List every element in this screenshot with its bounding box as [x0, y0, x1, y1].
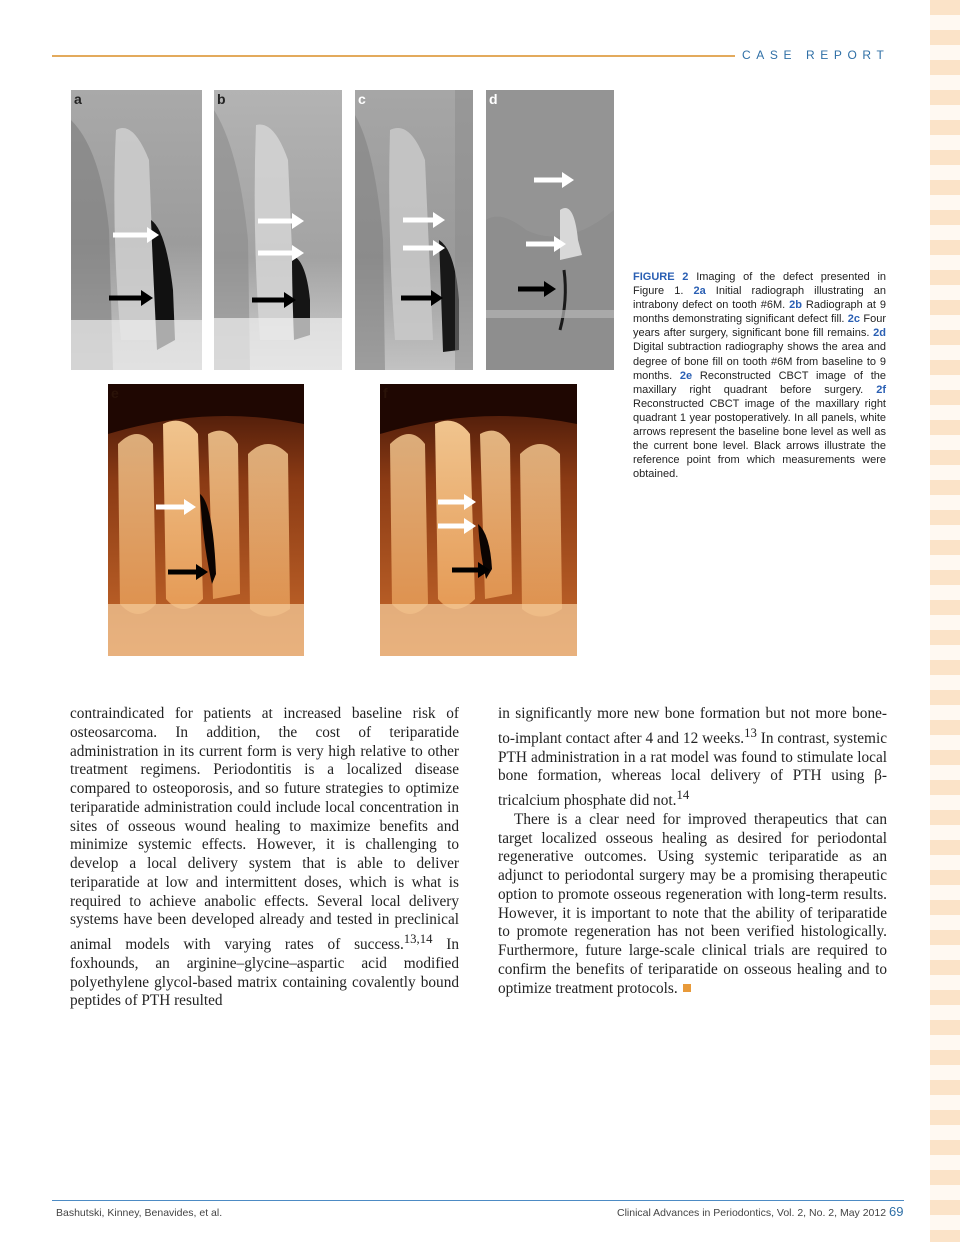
figure-panel-c — [355, 90, 473, 370]
paragraph-text: in significantly more new bone formation but not more bone-to-implant contact after 4 and 12 weeks. — [498, 705, 887, 747]
caption-text-2b: Radiograph at 9 months demonstrating significant defect fill. — [633, 299, 886, 326]
caption-ref-2c: 2c — [847, 313, 861, 326]
footer-journal: Clinical Advances in Periodontics, Vol. 2, No. 2, May 2012 — [617, 1207, 887, 1219]
footer-rule — [52, 1200, 904, 1201]
caption-text-2f: Reconstructed CBCT image of the maxillary right quadrant 1 year postoperatively. In all panels, white arrows represent the baseline bone level as well as the current bone level. Black arrows illustrate the reference point from which measurements were obtained. — [633, 397, 886, 481]
radiograph-image — [214, 90, 342, 370]
figure-label: FIGURE 2 — [633, 271, 689, 283]
paragraph — [70, 705, 459, 1011]
caption-text-2d: Digital subtraction radiography shows the area and degree of bone fill on tooth #6M from baseline to 9 months. — [633, 341, 886, 382]
figure-caption — [633, 270, 886, 481]
paragraph-text: In foxhounds, an arginine–glycine–aspartic acid modified polyethylene glycol-based matrix containing covalently bound peptides of PTH resulted — [70, 936, 459, 1010]
caption-ref-2a: 2a — [693, 285, 706, 298]
panel-label: d — [489, 91, 498, 107]
body-column-left — [70, 705, 459, 1011]
section-label: CASE REPORT — [742, 48, 890, 62]
panel-label: f — [383, 385, 388, 401]
paragraph-text: There is a clear need for improved therapeutics that can target localized osseous healing as desired for periodontal regenerative outcomes. Using systemic teriparatide as an adjunct to periodontal surgery may be a promising therapeutic option to promote osseous regeneration with long-term results. However, it is important to note that the ability of teriparatide to promote regeneration has not been verified histologically. Furthermore, future large-scale clinical trials are required to confirm the benefits of teriparatide on osseous healing and to optimize treatment protocols. — [498, 810, 887, 997]
header-rule — [52, 55, 735, 57]
radiograph-image — [71, 90, 202, 370]
body-column-right — [498, 705, 887, 998]
cbct-image — [108, 384, 304, 656]
citation: 13,14 — [403, 932, 433, 946]
subtraction-radiograph-image — [486, 90, 614, 370]
panel-label: c — [358, 91, 366, 107]
footer-authors: Bashutski, Kinney, Benavides, et al. — [56, 1207, 223, 1219]
paragraph — [498, 811, 887, 999]
panel-label: e — [111, 385, 119, 401]
caption-text-2a: Initial radiograph illustrating an intrabony defect on tooth #6M. — [633, 285, 886, 312]
radiograph-image — [355, 90, 473, 370]
figure-panel-b — [214, 90, 342, 370]
caption-ref-2d: 2d — [873, 327, 887, 340]
caption-text-2c: Four years after surgery, significant bone fill remains. — [633, 313, 887, 340]
figure-panel-a — [71, 90, 202, 370]
page-number: 69 — [889, 1204, 904, 1219]
paragraph — [498, 705, 887, 811]
caption-ref-2e: 2e — [679, 369, 693, 382]
caption-ref-2b: 2b — [789, 299, 802, 312]
end-of-article-mark — [683, 984, 691, 992]
decorative-edge-strip — [930, 0, 960, 1242]
figure-panel-f — [380, 384, 577, 656]
paragraph-text: In contrast, systemic PTH administration in a rat model was found to stimulate local bone formation, whereas local delivery of PTH using β-tricalcium phosphate did not. — [498, 729, 887, 810]
figure-panel-e — [108, 384, 304, 656]
cbct-image — [380, 384, 577, 656]
panel-label: b — [217, 91, 226, 107]
caption-text-2e: Reconstructed CBCT image of the maxillary right quadrant before surgery. — [633, 369, 886, 396]
citation: 14 — [676, 788, 690, 803]
panel-label: a — [74, 91, 82, 107]
figure-panel-d — [486, 90, 614, 370]
caption-ref-2f: 2f — [876, 383, 886, 396]
citation: 13 — [744, 725, 757, 740]
paragraph-text: contraindicated for patients at increased baseline risk of osteosarcoma. In addition, the cost of teriparatide administration in its current form is very high relative to other treatment regimens. Periodontitis is a localized disease compared to osteoporosis, and so future strategies to optimize teriparatide administration could include local concentration in sites of osseous wound healing to maximize benefits and minimize systemic effects. However, it is challenging to develop a local delivery system that is able to deliver teriparatide at low and intermittent doses, which is what is required to achieve anabolic effects. Several local delivery systems have been developed already and tested in preclinical animal models with varying rates of success. — [70, 705, 459, 954]
caption-intro: Imaging of the defect presented in Figure 1. — [633, 271, 887, 298]
